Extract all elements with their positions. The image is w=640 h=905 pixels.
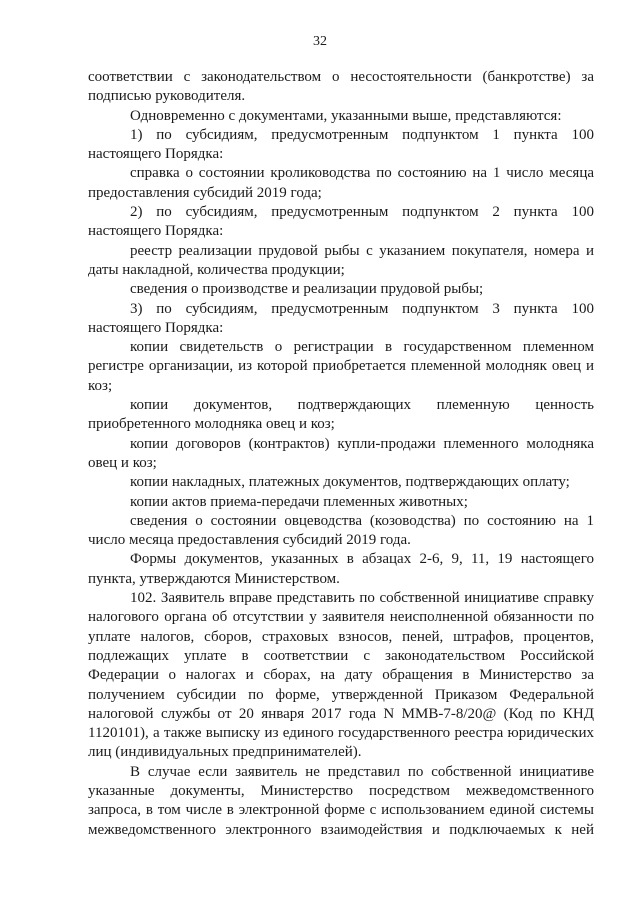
paragraph-4: справка о состоянии кролиководства по состоянию на 1 число месяца предоставления субсидий 2019 года; [88,165,594,201]
paragraph-10: копии документов, подтверждающих племенную ценность приобретенного молодняка овец и коз; [88,397,594,433]
paragraph-2: Одновременно с документами, указанными выше, представляются: [130,107,562,124]
paragraph-17: В случае если заявитель не представил по собственной инициативе указанные документы, Министерство посредством межведомственного запроса, в том числе в электронной форме с использованием единой системы межведомственного электронного взаимодействия и подключаемых к ней [88,763,594,838]
document-body [88,68,594,840]
page-number: 32 [313,34,327,49]
paragraph-9: копии свидетельств о регистрации в государственном племенном регистре организации, из которой приобретается племенной молодняк овец и коз; [88,339,594,394]
paragraph-1: соответствии с законодательством о несостоятельности (банкротстве) за подписью руководителя. [88,69,594,105]
paragraph-11: копии договоров (контрактов) купли-продажи племенного молодняка овец и коз; [88,435,594,471]
paragraph-6: реестр реализации прудовой рыбы с указанием покупателя, номера и даты накладной, количества продукции; [88,242,594,278]
paragraph-8: 3) по субсидиям, предусмотренным подпунктом 3 пункта 100 настоящего Порядка: [88,300,594,336]
paragraph-14: сведения о состоянии овцеводства (козоводства) по состоянию на 1 число месяца предоставления субсидий 2019 года. [88,512,594,549]
paragraph-15: Формы документов, указанных в абзацах 2-6, 9, 11, 19 настоящего пункта, утверждаются Министерством. [88,551,594,587]
paragraph-13: копии актов приема-передачи племенных животных; [130,493,468,510]
paragraph-7: сведения о производстве и реализации прудовой рыбы; [130,281,484,298]
paragraph-12: копии накладных, платежных документов, подтверждающих оплату; [130,474,570,491]
paragraph-5: 2) по субсидиям, предусмотренным подпунктом 2 пункта 100 настоящего Порядка: [88,204,594,240]
paragraph-3: 1) по субсидиям, предусмотренным подпунктом 1 пункта 100 настоящего Порядка: [88,126,594,163]
paragraph-16: 102. Заявитель вправе представить по собственной инициативе справку налогового органа об отсутствии у заявителя неисполненной обязанности по уплате налогов, сборов, страховых взносов, пеней, штрафов, процентов, подлежащих уплате в соответствии с законодательством Российской Федерации о налогах и сборах, на дату обращения в Министерство за получением субсидии по форме, утвержденной Приказом Федеральной налоговой службы от 20 января 2017 года N ММВ-7-8/20@ (Код по КНД 1120101), а также выписку из единого государственного реестра юридических лиц (индивидуальных предпринимателей). [88,590,594,761]
